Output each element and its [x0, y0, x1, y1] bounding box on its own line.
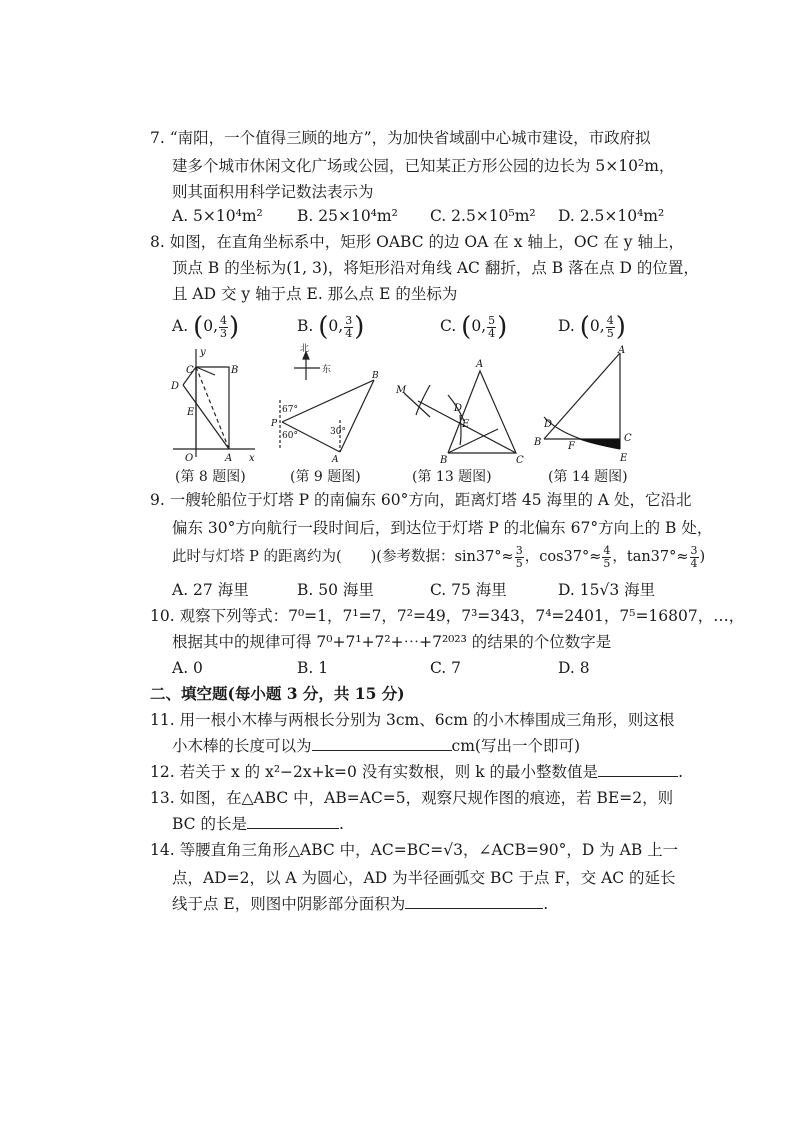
q9-line3: 此时与灯塔 P 的距离约为( )(参考数据：sin37°≈ $\frac{3}{5}$ ，cos37°≈ $\frac{4}{5}$ ，tan37°≈ $\frac{3}{4}$ ) [172, 543, 706, 570]
q9-option-b: B. 50 海里 [297, 581, 374, 599]
fig9-label-a: A [332, 455, 339, 465]
q7-line2: 建多个城市休闲文化广场或公园，已知某正方形公园的边长为 5×10²m， [172, 157, 675, 175]
q9-line2: 偏东 30°方向航行一段时间后，到达位于灯塔 P 的北偏东 67°方向上的 B 处， [172, 519, 713, 537]
q7-option-d: D. 2.5×10⁴m² [558, 207, 665, 225]
fig8-label-o: O [185, 453, 194, 463]
fig8-label-e: E [187, 407, 195, 418]
q8-line3: 且 AD 交 y 轴于点 E. 那么点 E 的坐标为 [172, 285, 458, 303]
fig8-label-d: D [171, 381, 180, 392]
q11-line1: 11. 用一根小木棒与两根长分别为 3cm、6cm 的小木棒围成三角形，则这根 [150, 711, 675, 729]
q11-line2: 小木棒的长度可以为 cm(写出一个即可) [172, 737, 580, 755]
section-fill-in-heading: 二、填空题(每小题 3 分，共 15 分) [150, 684, 405, 703]
q7-option-c: C. 2.5×10⁵m² [430, 207, 536, 225]
q7-line1: 7. “南阳，一个值得三顾的地方”，为加快省域副中心城市建设，市政府拟 [150, 129, 651, 147]
q8-line2: 顶点 B 的坐标为(1, 3)，将矩形沿对角线 AC 翻折，点 B 落在点 D 的位置， [172, 259, 699, 277]
fig13-label-d: D [454, 403, 463, 414]
fig9-label-north: 北 [300, 344, 310, 354]
q8-option-d: D. (0, $\frac{4}{5}$ ) [558, 312, 626, 342]
q12-answer-blank[interactable] [598, 762, 678, 777]
q13-line1: 13. 如图，在△ABC 中，AB=AC=5，观察尺规作图的痕迹，若 BE=2，则 [150, 789, 674, 807]
fig8-label-a: A [225, 453, 233, 463]
q10-line2: 根据其中的规律可得 7⁰+7¹+7²+⋯+7²⁰²³ 的结果的个位数字是 [172, 633, 612, 651]
fig9-label-b: B [372, 371, 379, 381]
fig9-label-p: P [271, 419, 278, 429]
fig9-label-67: 67° [282, 405, 298, 415]
q14-line1: 14. 等腰直角三角形△ABC 中，AC=BC=√3，∠ACB=90°，D 为 AB 上一 [150, 841, 679, 859]
fig14-shaded-region [578, 439, 620, 449]
figure-13 [390, 355, 530, 465]
fig9-label-east: 东 [322, 365, 332, 375]
fig14-label-b: B [534, 437, 542, 448]
caption-fig8: (第 8 题图) [175, 469, 246, 485]
fig14-label-d: D [544, 419, 553, 430]
fig9-label-30: 30° [330, 427, 346, 437]
caption-fig13: (第 13 题图) [412, 469, 492, 485]
q7-option-a: A. 5×10⁴m² [172, 207, 263, 225]
caption-fig14: (第 14 题图) [548, 469, 628, 485]
fig14-label-c: C [624, 433, 632, 444]
q9-option-c: C. 75 海里 [430, 581, 507, 599]
fig8-label-b: B [231, 365, 239, 376]
q10-line1: 10. 观察下列等式：7⁰=1，7¹=7，7²=49，7³=343，7⁴=2401，7⁵=16807，…， [150, 607, 745, 625]
fig13-label-a: A [476, 359, 484, 370]
q13-line2: BC 的长是 . [172, 815, 344, 833]
q11-answer-blank[interactable] [312, 736, 452, 751]
figure-9 [268, 340, 388, 465]
q10-option-a: A. 0 [172, 659, 203, 677]
fig8-label-y: y [200, 347, 206, 358]
fig8-label-x: x [249, 453, 255, 463]
fig14-label-f: F [568, 441, 575, 452]
fig13-label-b: B [440, 455, 448, 465]
q8-option-c: C. (0, $\frac{5}{4}$ ) [440, 312, 508, 342]
q12-line: 12. 若关于 x 的 x²−2x+k=0 没有实数根，则 k 的最小整数值是 . [150, 763, 683, 781]
fig13-label-c: C [516, 455, 524, 465]
q14-line3: 线于点 E，则图中阴影部分面积为 . [172, 895, 549, 913]
q10-option-b: B. 1 [297, 659, 329, 677]
fig8-label-c: C [186, 365, 194, 376]
q8-option-a: A. (0, $\frac{4}{3}$ ) [172, 312, 240, 342]
caption-fig9: (第 9 题图) [290, 469, 361, 485]
q8-option-b: B. (0, $\frac{3}{4}$ ) [297, 312, 365, 342]
q9-option-d: D. 15√3 海里 [558, 581, 656, 599]
q7-option-b: B. 25×10⁴m² [297, 207, 398, 225]
q10-option-c: C. 7 [430, 659, 462, 677]
q7-line3: 则其面积用科学记数法表示为 [172, 183, 374, 201]
q14-answer-blank[interactable] [405, 894, 543, 909]
fig14-label-a: A [618, 345, 626, 356]
fig14-label-e: E [620, 453, 628, 463]
fig13-label-e: E [462, 419, 470, 430]
q9-line1: 9. 一艘轮船位于灯塔 P 的南偏东 60°方向，距离灯塔 45 海里的 A 处，它沿北 [150, 491, 692, 509]
fig9-label-60: 60° [282, 431, 298, 441]
q9-option-a: A. 27 海里 [172, 581, 249, 599]
q10-option-d: D. 8 [558, 659, 590, 677]
q8-line1: 8. 如图，在直角坐标系中，矩形 OABC 的边 OA 在 x 轴上，OC 在 y 轴上， [150, 233, 684, 251]
figure-8 [165, 345, 260, 463]
q14-line2: 点，AD=2，以 A 为圆心，AD 为半径画弧交 BC 于点 F，交 AC 的延长 [172, 869, 676, 887]
figure-14 [534, 345, 634, 463]
q13-answer-blank[interactable] [247, 814, 339, 829]
fig13-label-m: M [396, 385, 407, 396]
